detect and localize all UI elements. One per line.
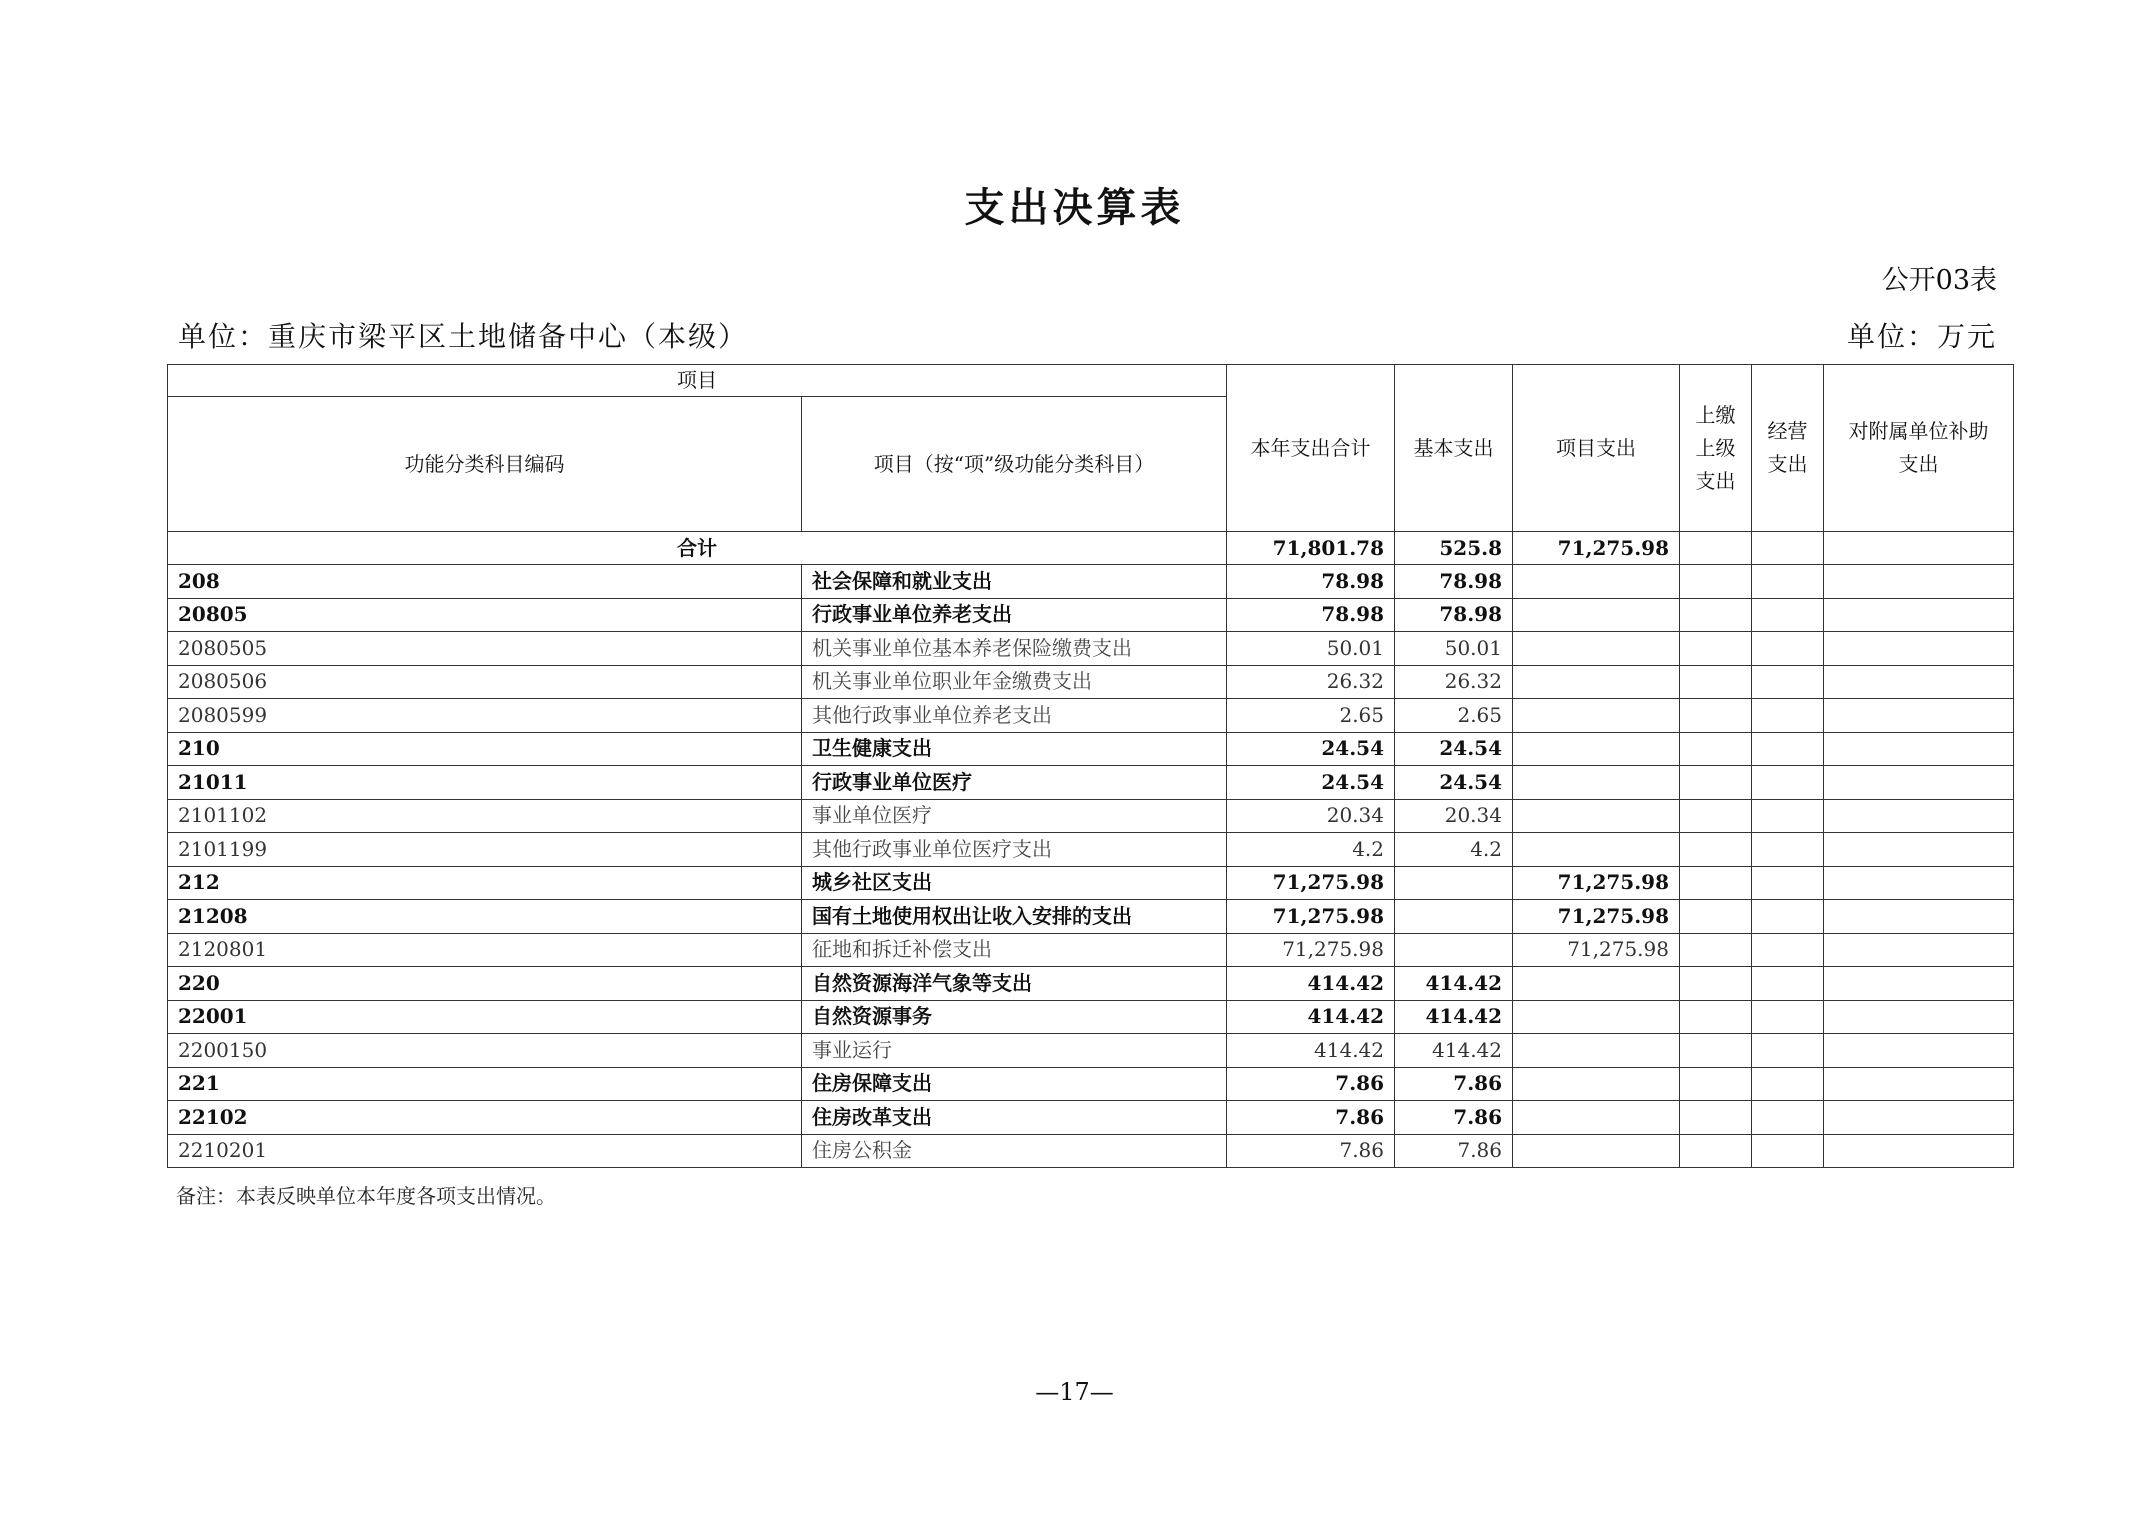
cell-business — [1752, 632, 1824, 666]
cell-project — [1513, 665, 1680, 699]
cell-code: 2210201 — [168, 1134, 802, 1168]
cell-name: 事业单位医疗 — [802, 799, 1227, 833]
page-number: —17— — [1035, 1378, 1114, 1406]
table-row — [168, 1134, 2014, 1168]
table-row — [168, 699, 2014, 733]
cell-name: 机关事业单位职业年金缴费支出 — [802, 665, 1227, 699]
table-row — [168, 1101, 2014, 1135]
cell-total: 26.32 — [1227, 665, 1395, 699]
table-row — [168, 833, 2014, 867]
cell-basic: 20.34 — [1395, 799, 1513, 833]
table-row — [168, 632, 2014, 666]
cell-code: 2080599 — [168, 699, 802, 733]
cell-project — [1513, 1067, 1680, 1101]
summary-subsidy — [1824, 532, 2014, 565]
cell-project — [1513, 1101, 1680, 1135]
table-row — [168, 665, 2014, 699]
cell-basic: 4.2 — [1395, 833, 1513, 867]
header-project: 项目 — [168, 365, 1227, 397]
cell-subsidy — [1824, 933, 2014, 967]
header-upper-line3: 支出 — [1695, 468, 1736, 493]
cell-project — [1513, 799, 1680, 833]
summary-label: 合计 — [168, 532, 1227, 565]
cell-business — [1752, 799, 1824, 833]
cell-total: 7.86 — [1227, 1067, 1395, 1101]
cell-basic: 414.42 — [1395, 1000, 1513, 1034]
cell-name: 国有土地使用权出让收入安排的支出 — [802, 900, 1227, 934]
cell-name: 其他行政事业单位养老支出 — [802, 699, 1227, 733]
cell-code: 2101102 — [168, 799, 802, 833]
cell-upper — [1680, 1101, 1752, 1135]
table-row — [168, 732, 2014, 766]
cell-name: 自然资源海洋气象等支出 — [802, 967, 1227, 1001]
cell-business — [1752, 1067, 1824, 1101]
cell-project — [1513, 632, 1680, 666]
header-upper-line1: 上缴 — [1695, 402, 1736, 427]
cell-upper — [1680, 732, 1752, 766]
table-row — [168, 565, 2014, 599]
cell-project — [1513, 766, 1680, 800]
expenditure-table — [167, 364, 2014, 1168]
cell-code: 20805 — [168, 598, 802, 632]
cell-upper — [1680, 833, 1752, 867]
cell-subsidy — [1824, 732, 2014, 766]
cell-total: 4.2 — [1227, 833, 1395, 867]
summary-row — [168, 532, 2014, 565]
cell-subsidy — [1824, 632, 2014, 666]
cell-subsidy — [1824, 799, 2014, 833]
cell-business — [1752, 933, 1824, 967]
cell-upper — [1680, 665, 1752, 699]
cell-code: 2120801 — [168, 933, 802, 967]
cell-total: 24.54 — [1227, 766, 1395, 800]
cell-basic: 24.54 — [1395, 732, 1513, 766]
cell-business — [1752, 866, 1824, 900]
cell-upper — [1680, 933, 1752, 967]
cell-business — [1752, 766, 1824, 800]
table-row — [168, 1067, 2014, 1101]
cell-project — [1513, 1034, 1680, 1068]
cell-project — [1513, 732, 1680, 766]
cell-code: 221 — [168, 1067, 802, 1101]
cell-basic: 7.86 — [1395, 1134, 1513, 1168]
cell-upper — [1680, 1134, 1752, 1168]
cell-name: 住房公积金 — [802, 1134, 1227, 1168]
cell-total: 7.86 — [1227, 1134, 1395, 1168]
cell-code: 210 — [168, 732, 802, 766]
header-project-expense: 项目支出 — [1513, 365, 1680, 532]
cell-total: 2.65 — [1227, 699, 1395, 733]
cell-code: 22001 — [168, 1000, 802, 1034]
table-row — [168, 967, 2014, 1001]
summary-business — [1752, 532, 1824, 565]
cell-name: 城乡社区支出 — [802, 866, 1227, 900]
cell-upper — [1680, 632, 1752, 666]
cell-business — [1752, 1101, 1824, 1135]
form-number: 公开03表 — [1881, 265, 1997, 296]
summary-project: 71,275.98 — [1513, 532, 1680, 565]
cell-basic: 50.01 — [1395, 632, 1513, 666]
cell-total: 71,275.98 — [1227, 866, 1395, 900]
cell-project — [1513, 699, 1680, 733]
cell-total: 24.54 — [1227, 732, 1395, 766]
cell-project — [1513, 1000, 1680, 1034]
cell-code: 212 — [168, 866, 802, 900]
cell-basic: 78.98 — [1395, 565, 1513, 599]
cell-subsidy — [1824, 565, 2014, 599]
table-row — [168, 933, 2014, 967]
unit-organization: 单位：重庆市梁平区土地储备中心（本级） — [178, 320, 749, 353]
cell-name: 事业运行 — [802, 1034, 1227, 1068]
table-row — [168, 900, 2014, 934]
cell-name: 其他行政事业单位医疗支出 — [802, 833, 1227, 867]
cell-total: 20.34 — [1227, 799, 1395, 833]
cell-business — [1752, 1134, 1824, 1168]
cell-upper — [1680, 900, 1752, 934]
cell-total: 414.42 — [1227, 1000, 1395, 1034]
cell-project — [1513, 1134, 1680, 1168]
cell-business — [1752, 1034, 1824, 1068]
table-row — [168, 1000, 2014, 1034]
cell-basic: 78.98 — [1395, 598, 1513, 632]
cell-upper — [1680, 1000, 1752, 1034]
summary-upper — [1680, 532, 1752, 565]
cell-basic — [1395, 866, 1513, 900]
table-row — [168, 766, 2014, 800]
cell-total: 7.86 — [1227, 1101, 1395, 1135]
summary-basic: 525.8 — [1395, 532, 1513, 565]
cell-name: 行政事业单位养老支出 — [802, 598, 1227, 632]
page-title: 支出决算表 — [964, 184, 1185, 231]
header-biz-line1: 经营 — [1767, 419, 1808, 443]
cell-project — [1513, 833, 1680, 867]
cell-basic: 26.32 — [1395, 665, 1513, 699]
header-row-1 — [168, 365, 2014, 397]
footnote: 备注：本表反映单位本年度各项支出情况。 — [176, 1184, 556, 1208]
cell-project: 71,275.98 — [1513, 933, 1680, 967]
cell-total: 71,275.98 — [1227, 900, 1395, 934]
cell-upper — [1680, 799, 1752, 833]
cell-code: 2101199 — [168, 833, 802, 867]
header-subsidiary-subsidy — [1824, 365, 2014, 532]
cell-business — [1752, 967, 1824, 1001]
cell-code: 22102 — [168, 1101, 802, 1135]
cell-subsidy — [1824, 1134, 2014, 1168]
cell-code: 2080505 — [168, 632, 802, 666]
cell-upper — [1680, 866, 1752, 900]
cell-project — [1513, 967, 1680, 1001]
cell-upper — [1680, 1067, 1752, 1101]
cell-business — [1752, 732, 1824, 766]
cell-upper — [1680, 766, 1752, 800]
cell-subsidy — [1824, 598, 2014, 632]
cell-name: 机关事业单位基本养老保险缴费支出 — [802, 632, 1227, 666]
cell-upper — [1680, 565, 1752, 599]
header-basic: 基本支出 — [1395, 365, 1513, 532]
cell-code: 21208 — [168, 900, 802, 934]
cell-subsidy — [1824, 1101, 2014, 1135]
cell-name: 社会保障和就业支出 — [802, 565, 1227, 599]
cell-basic: 2.65 — [1395, 699, 1513, 733]
header-biz-line2: 支出 — [1767, 452, 1808, 476]
cell-business — [1752, 665, 1824, 699]
cell-total: 414.42 — [1227, 1034, 1395, 1068]
cell-total: 414.42 — [1227, 967, 1395, 1001]
cell-business — [1752, 1000, 1824, 1034]
cell-name: 住房改革支出 — [802, 1101, 1227, 1135]
cell-name: 自然资源事务 — [802, 1000, 1227, 1034]
cell-basic — [1395, 933, 1513, 967]
cell-subsidy — [1824, 1067, 2014, 1101]
cell-subsidy — [1824, 699, 2014, 733]
cell-subsidy — [1824, 766, 2014, 800]
cell-project — [1513, 565, 1680, 599]
cell-name: 住房保障支出 — [802, 1067, 1227, 1101]
cell-subsidy — [1824, 900, 2014, 934]
cell-basic: 7.86 — [1395, 1101, 1513, 1135]
cell-code: 2200150 — [168, 1034, 802, 1068]
cell-total: 71,275.98 — [1227, 933, 1395, 967]
cell-subsidy — [1824, 866, 2014, 900]
cell-business — [1752, 598, 1824, 632]
cell-subsidy — [1824, 1034, 2014, 1068]
cell-upper — [1680, 598, 1752, 632]
cell-business — [1752, 833, 1824, 867]
cell-basic: 7.86 — [1395, 1067, 1513, 1101]
cell-subsidy — [1824, 1000, 2014, 1034]
cell-basic: 414.42 — [1395, 1034, 1513, 1068]
cell-business — [1752, 565, 1824, 599]
cell-code: 220 — [168, 967, 802, 1001]
cell-name: 卫生健康支出 — [802, 732, 1227, 766]
cell-total: 78.98 — [1227, 598, 1395, 632]
table-row — [168, 598, 2014, 632]
header-upper-line2: 上级 — [1695, 435, 1736, 460]
unit-currency: 单位：万元 — [1846, 320, 1997, 353]
cell-project — [1513, 598, 1680, 632]
header-sub-line2: 支出 — [1898, 452, 1939, 476]
cell-upper — [1680, 699, 1752, 733]
cell-business — [1752, 699, 1824, 733]
header-total: 本年支出合计 — [1227, 365, 1395, 532]
cell-name: 征地和拆迁补偿支出 — [802, 933, 1227, 967]
cell-basic: 24.54 — [1395, 766, 1513, 800]
cell-project: 71,275.98 — [1513, 866, 1680, 900]
cell-subsidy — [1824, 665, 2014, 699]
header-code: 功能分类科目编码 — [168, 397, 802, 532]
cell-total: 50.01 — [1227, 632, 1395, 666]
table-row — [168, 866, 2014, 900]
cell-upper — [1680, 1034, 1752, 1068]
cell-basic — [1395, 900, 1513, 934]
cell-upper — [1680, 967, 1752, 1001]
header-upper-expense — [1680, 365, 1752, 532]
header-business-expense — [1752, 365, 1824, 532]
cell-project: 71,275.98 — [1513, 900, 1680, 934]
cell-code: 208 — [168, 565, 802, 599]
cell-total: 78.98 — [1227, 565, 1395, 599]
header-item-name: 项目（按“项”级功能分类科目） — [802, 397, 1227, 532]
cell-subsidy — [1824, 967, 2014, 1001]
summary-total: 71,801.78 — [1227, 532, 1395, 565]
cell-code: 2080506 — [168, 665, 802, 699]
cell-basic: 414.42 — [1395, 967, 1513, 1001]
cell-name: 行政事业单位医疗 — [802, 766, 1227, 800]
header-sub-line1: 对附属单位补助 — [1848, 419, 1989, 443]
cell-subsidy — [1824, 833, 2014, 867]
table-row — [168, 1034, 2014, 1068]
cell-code: 21011 — [168, 766, 802, 800]
table-row — [168, 799, 2014, 833]
cell-business — [1752, 900, 1824, 934]
